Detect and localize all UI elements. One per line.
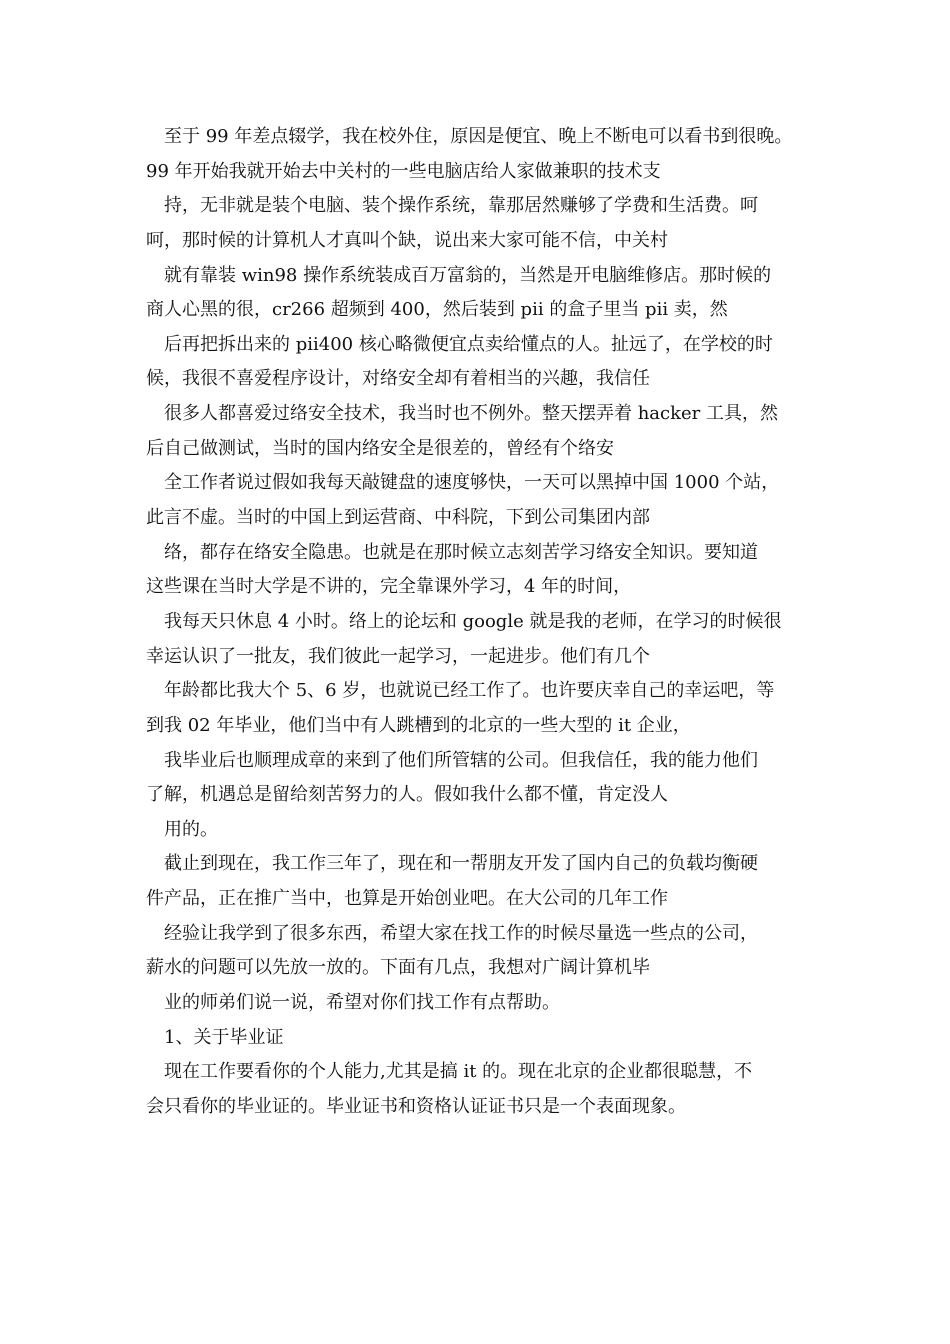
text-line: 我每天只休息 4 小时。络上的论坛和 google 就是我的老师，在学习的时候很 xyxy=(164,610,782,632)
text-line: 至于 99 年差点辍学，我在校外住，原因是便宜、晚上不断电可以看书到很晚。 xyxy=(164,126,793,147)
text-line: 年龄都比我大个 5、6 岁，也就说已经工作了。也许要庆幸自己的幸运吧，等 xyxy=(164,680,775,702)
text-line: 呵，那时候的计算机人才真叫个缺，说出来大家可能不信，中关村 xyxy=(146,229,668,251)
text-line: 经验让我学到了很多东西，希望大家在找工作的时候尽量选一些点的公司， xyxy=(164,922,758,944)
text-line: 99 年开始我就开始去中关村的一些电脑店给人家做兼职的技术支 xyxy=(146,160,661,182)
text-line: 这些课在当时大学是不讲的，完全靠课外学习，4 年的时间， xyxy=(146,576,632,598)
text-line: 就有靠装 win98 操作系统装成百万富翁的，当然是开电脑维修店。那时候的 xyxy=(164,264,772,286)
text-line: 持，无非就是装个电脑、装个操作系统，靠那居然赚够了学费和生活费。呵 xyxy=(164,195,758,217)
text-line: 络，都存在络安全隐患。也就是在那时候立志刻苦学习络安全知识。要知道 xyxy=(164,541,758,563)
text-line: 会只看你的毕业证的。毕业证书和资格认证证书只是一个表面现象。 xyxy=(146,1095,686,1117)
document-body xyxy=(146,120,826,1125)
text-line: 到我 02 年毕业，他们当中有人跳槽到的北京的一些大型的 it 企业， xyxy=(146,714,691,736)
text-line: 我毕业后也顺理成章的来到了他们所管辖的公司。但我信任，我的能力他们 xyxy=(164,749,758,771)
text-line: 候，我很不喜爱程序设计，对络安全却有着相当的兴趣，我信任 xyxy=(146,368,650,390)
text-line: 后再把拆出来的 pii400 核心略微便宜点卖给懂点的人。扯远了，在学校的时 xyxy=(164,333,773,355)
text-line: 很多人都喜爱过络安全技术，我当时也不例外。整天摆弄着 hacker 工具，然 xyxy=(164,403,779,425)
section-heading: 1、关于毕业证 xyxy=(164,1026,284,1048)
text-line: 全工作者说过假如我每天敲键盘的速度够快，一天可以黑掉中国 1000 个站， xyxy=(164,472,780,494)
text-line: 业的师弟们说一说，希望对你们找工作有点帮助。 xyxy=(164,992,560,1014)
text-line: 幸运认识了一批友，我们彼此一起学习，一起进步。他们有几个 xyxy=(146,645,650,667)
text-line: 此言不虚。当时的中国上到运营商、中科院，下到公司集团内部 xyxy=(146,507,650,529)
text-line: 用的。 xyxy=(164,818,218,840)
text-line: 截止到现在，我工作三年了，现在和一帮朋友开发了国内自己的负载均衡硬 xyxy=(164,853,758,875)
text-line: 现在工作要看你的个人能力,尤其是搞 it 的。现在北京的企业都很聪慧，不 xyxy=(164,1061,753,1083)
text-line: 了解，机遇总是留给刻苦努力的人。假如我什么都不懂，肯定没人 xyxy=(146,784,668,806)
text-line: 件产品，正在推广当中，也算是开始创业吧。在大公司的几年工作 xyxy=(146,888,668,910)
text-line: 薪水的问题可以先放一放的。下面有几点，我想对广阔计算机毕 xyxy=(146,957,650,979)
text-line: 后自己做测试，当时的国内络安全是很差的，曾经有个络安 xyxy=(146,437,614,459)
text-line: 商人心黑的很，cr266 超频到 400，然后装到 pii 的盒子里当 pii 卖，然 xyxy=(146,299,728,321)
